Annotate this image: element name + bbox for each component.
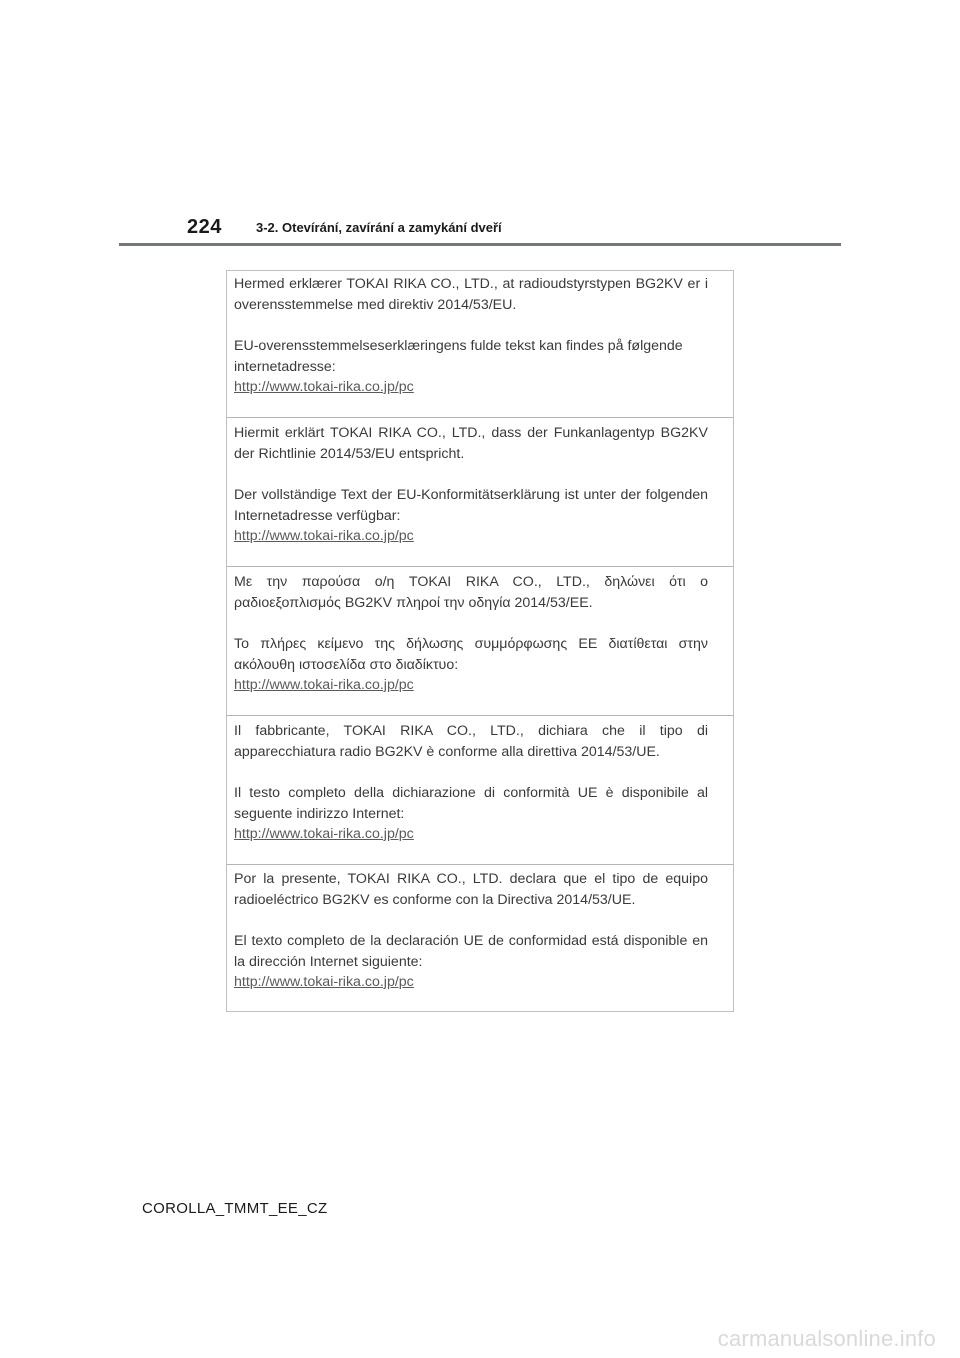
- declaration-link[interactable]: http://www.tokai-rika.co.jp/pc: [234, 528, 414, 544]
- page-number: 224: [187, 216, 222, 238]
- declaration-link[interactable]: http://www.tokai-rika.co.jp/pc: [234, 974, 414, 990]
- declaration-link[interactable]: http://www.tokai-rika.co.jp/pc: [234, 379, 414, 395]
- declaration-link[interactable]: http://www.tokai-rika.co.jp/pc: [234, 826, 414, 842]
- watermark: carmanualsonline.info: [717, 1326, 936, 1351]
- declaration-italian: [227, 721, 733, 865]
- declaration-link[interactable]: http://www.tokai-rika.co.jp/pc: [234, 677, 414, 693]
- declaration-availability: El texto completo de la declaración UE de conformidad está disponible en la dirección Internet siguiente:: [234, 933, 708, 970]
- page-header: [119, 214, 841, 246]
- declaration-danish: [227, 274, 733, 418]
- declaration-statement: Por la presente, TOKAI RIKA CO., LTD. declara que el tipo de equipo radioeléctrico BG2KV es conforme con la Directiva 2014/53/UE.: [234, 871, 708, 908]
- declaration-availability: Il testo completo della dichiarazione di conformità UE è disponibile al seguente indirizzo Internet:: [234, 785, 708, 822]
- declaration-german: [227, 423, 733, 567]
- declarations-box: [226, 270, 734, 1012]
- declaration-availability: Το πλήρες κείμενο της δήλωσης συμμόρφωσης ΕΕ διατίθεται στην ακόλουθη ιστοσελίδα στο διαδίκτυο:: [234, 636, 708, 673]
- declaration-statement: Hermed erklærer TOKAI RIKA CO., LTD., at radioudstyrstypen BG2KV er i overensstemmelse med direktiv 2014/53/EU.: [234, 276, 708, 313]
- declaration-availability: EU-overensstemmelseserklæringens fulde tekst kan findes på følgende internetadresse:: [234, 338, 683, 375]
- declaration-statement: Hiermit erklärt TOKAI RIKA CO., LTD., dass der Funkanlagentyp BG2KV der Richtlinie 2014/53/EU entspricht.: [234, 425, 708, 462]
- declaration-availability: Der vollständige Text der EU-Konformitätserklärung ist unter der folgenden Internetadresse verfügbar:: [234, 487, 708, 524]
- declaration-statement: Με την παρούσα ο/η TOKAI RIKA CO., LTD., δηλώνει ότι ο ραδιοεξοπλισμός BG2KV πληροί την οδηγία 2014/53/ΕΕ.: [234, 574, 708, 611]
- declaration-spanish: [227, 869, 733, 1009]
- declaration-statement: Il fabbricante, TOKAI RIKA CO., LTD., dichiara che il tipo di apparecchiatura radio BG2KV è conforme alla direttiva 2014/53/UE.: [234, 723, 708, 760]
- header-rule: [119, 243, 841, 246]
- section-title: 3-2. Otevírání, zavírání a zamykání dveří: [256, 220, 502, 235]
- declaration-greek: [227, 572, 733, 716]
- document-code: COROLLA_TMMT_EE_CZ: [142, 1200, 328, 1217]
